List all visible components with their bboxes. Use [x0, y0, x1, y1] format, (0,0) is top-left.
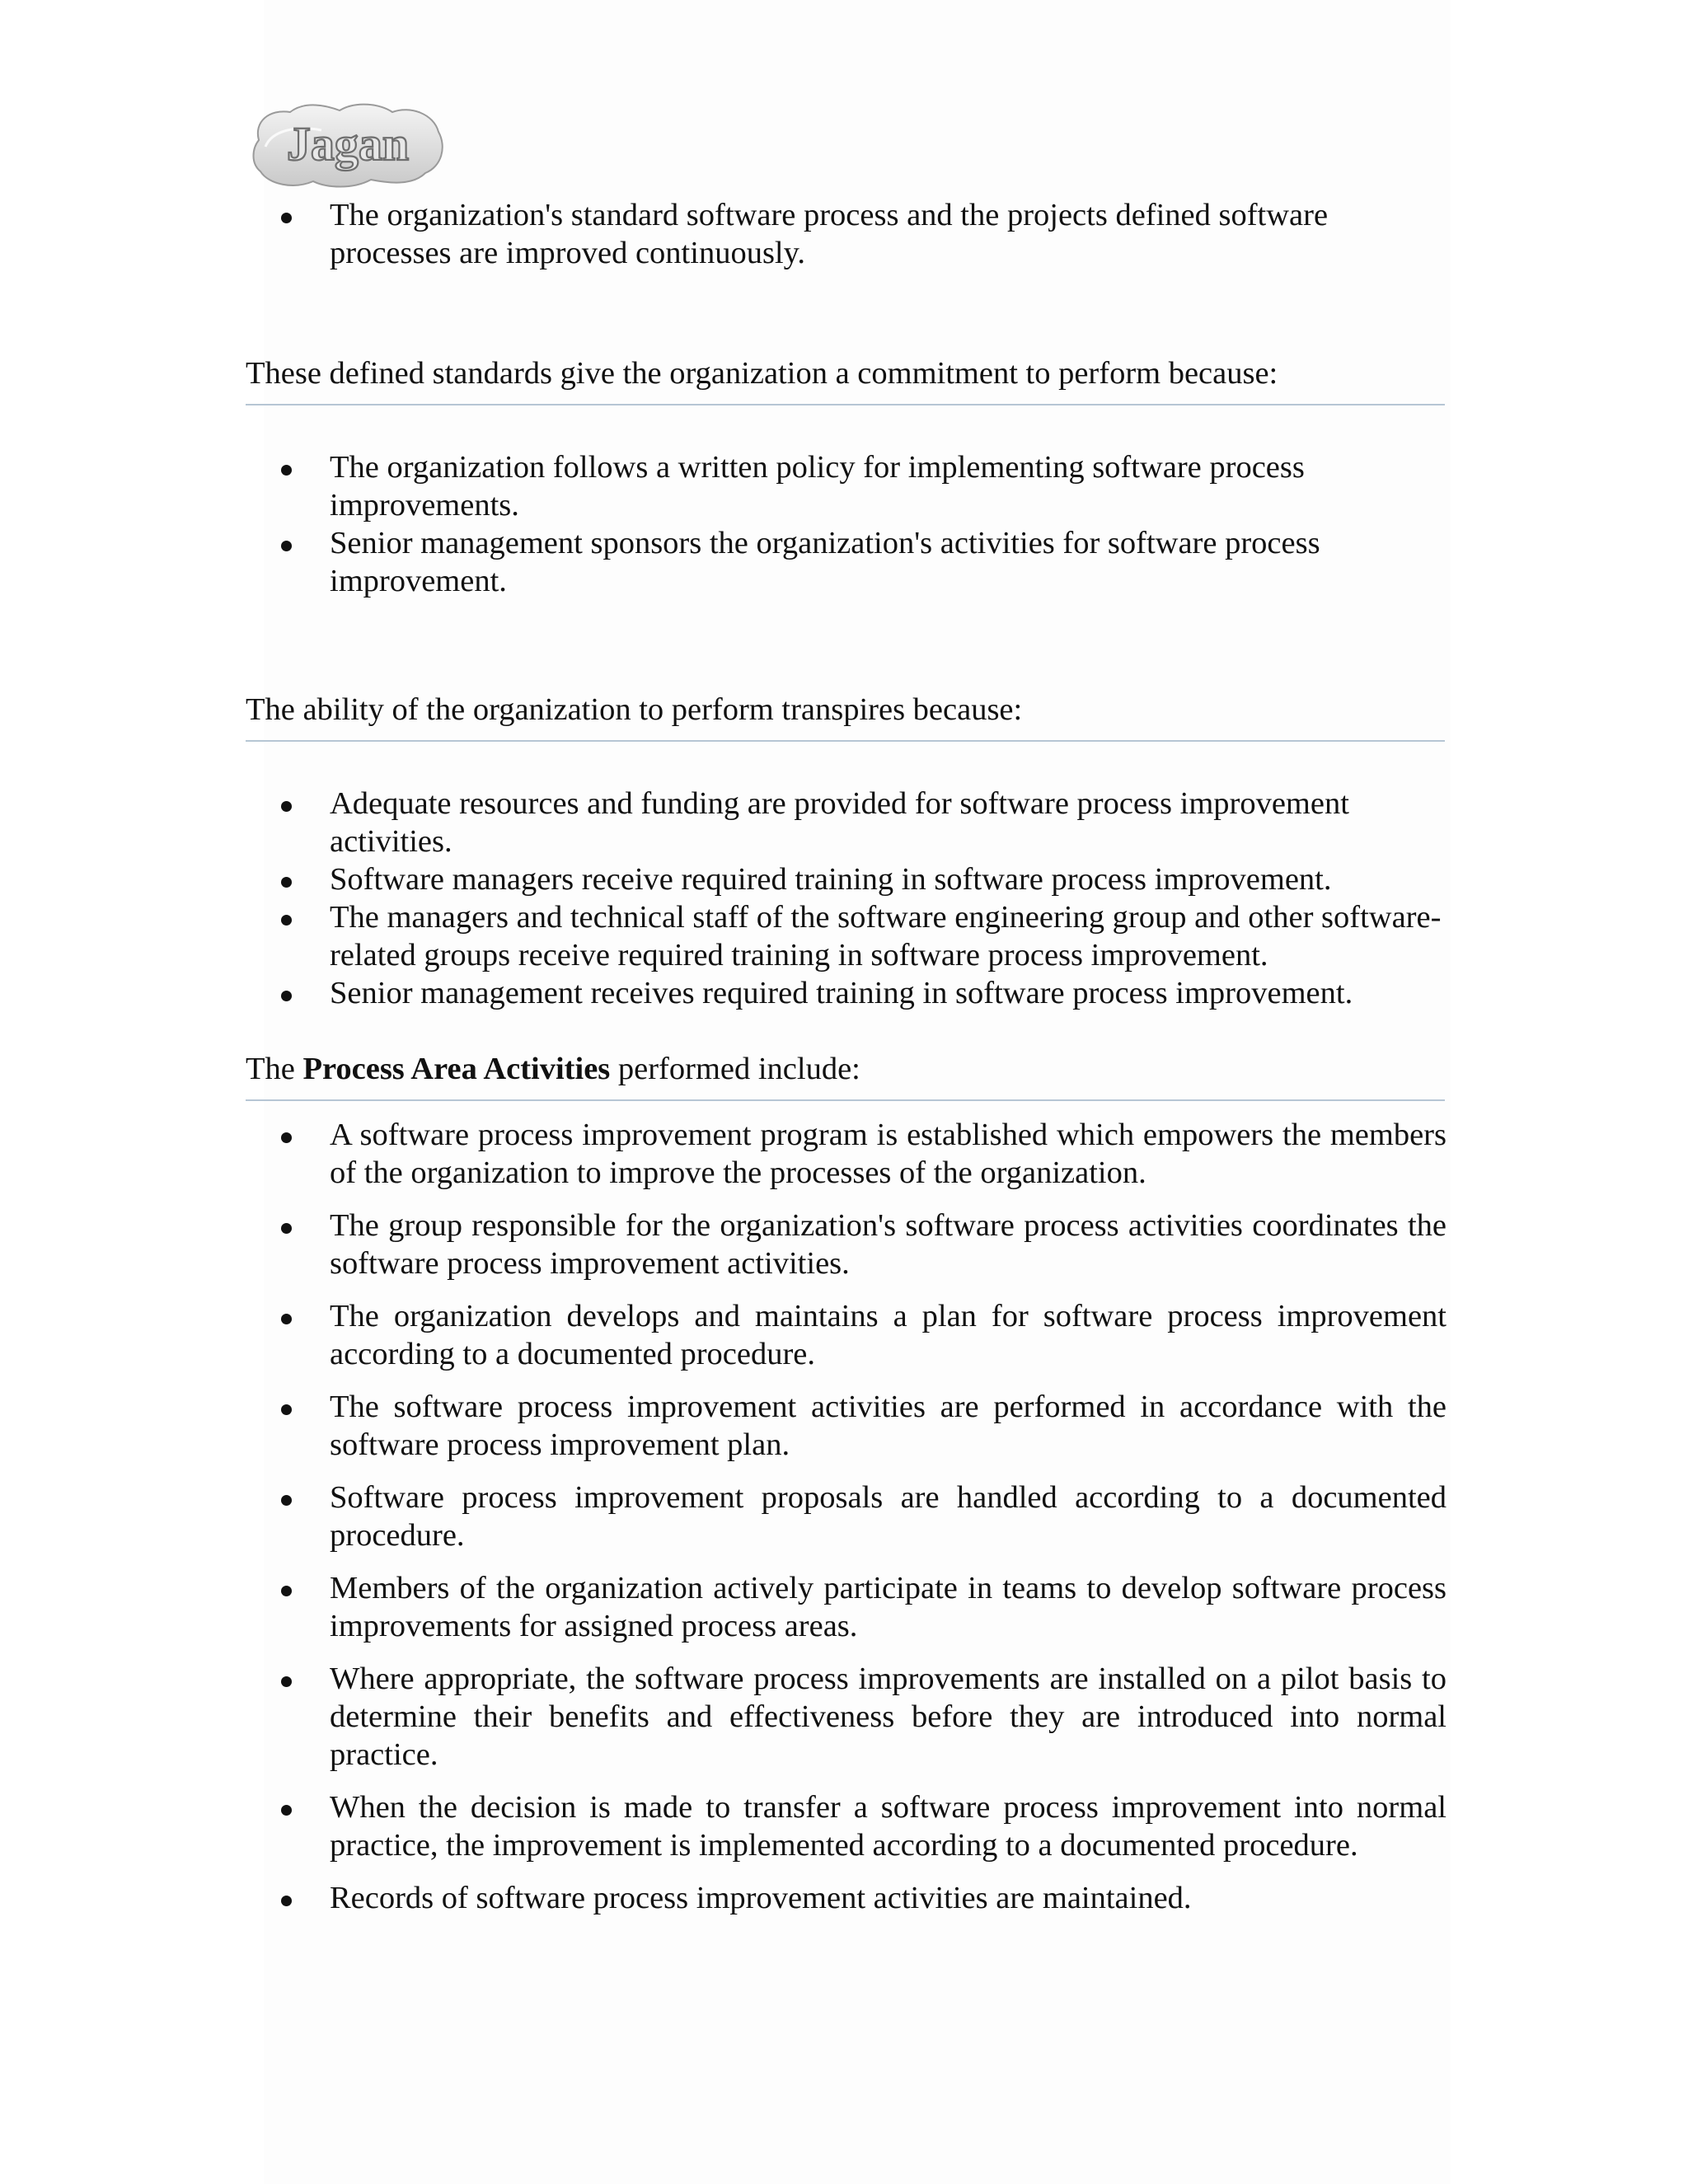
- list-item: The software process improvement activities are performed in accordance with the software process improvement plan.: [247, 1388, 1447, 1464]
- logo-text: Jagan: [286, 117, 410, 171]
- list-item: The group responsible for the organization's software process activities coordinates the software process improvement activities.: [247, 1207, 1447, 1282]
- list-item: Adequate resources and funding are provided for software process improvement activities.: [247, 785, 1447, 860]
- list-item: The organization follows a written policy for implementing software process improvements.: [247, 448, 1447, 524]
- list-item: When the decision is made to transfer a software process improvement into normal practice, the improvement is implemented according to a documented procedure.: [247, 1788, 1447, 1864]
- activities-heading: [246, 1050, 1445, 1101]
- list-item: The managers and technical staff of the software engineering group and other software-related groups receive required training in software process improvement.: [247, 898, 1447, 974]
- list-item: Software process improvement proposals are handled according to a documented procedure.: [247, 1479, 1447, 1554]
- list-item: Senior management sponsors the organization's activities for software process improvement.: [247, 524, 1447, 600]
- ability-bullet-list: [247, 785, 1447, 1012]
- activities-heading-bold: Process Area Activities: [302, 1052, 611, 1086]
- jagan-logo: [247, 97, 449, 192]
- commitment-heading: These defined standards give the organization a commitment to perform because:: [246, 354, 1445, 405]
- commitment-bullet-list: [247, 448, 1447, 600]
- list-item: The organization's standard software process and the projects defined software processes are improved continuously.: [247, 196, 1447, 272]
- list-item: Records of software process improvement activities are maintained.: [247, 1879, 1447, 1917]
- activities-bullet-list: [247, 1116, 1447, 1917]
- list-item: Software managers receive required training in software process improvement.: [247, 860, 1447, 898]
- ability-heading: The ability of the organization to perform transpires because:: [246, 691, 1445, 742]
- intro-bullet-list: [247, 196, 1447, 272]
- activities-heading-prefix: The: [246, 1052, 303, 1086]
- list-item: Senior management receives required training in software process improvement.: [247, 974, 1447, 1012]
- list-item: Members of the organization actively participate in teams to develop software process improvements for assigned process areas.: [247, 1569, 1447, 1645]
- list-item: Where appropriate, the software process improvements are installed on a pilot basis to determine their benefits and effectiveness before they are introduced into normal practice.: [247, 1660, 1447, 1774]
- list-item: A software process improvement program is established which empowers the members of the organization to improve the processes of the organization.: [247, 1116, 1447, 1192]
- document-body: [247, 196, 1447, 1932]
- list-item: The organization develops and maintains a plan for software process improvement according to a documented procedure.: [247, 1297, 1447, 1373]
- activities-heading-suffix: performed include:: [610, 1052, 860, 1086]
